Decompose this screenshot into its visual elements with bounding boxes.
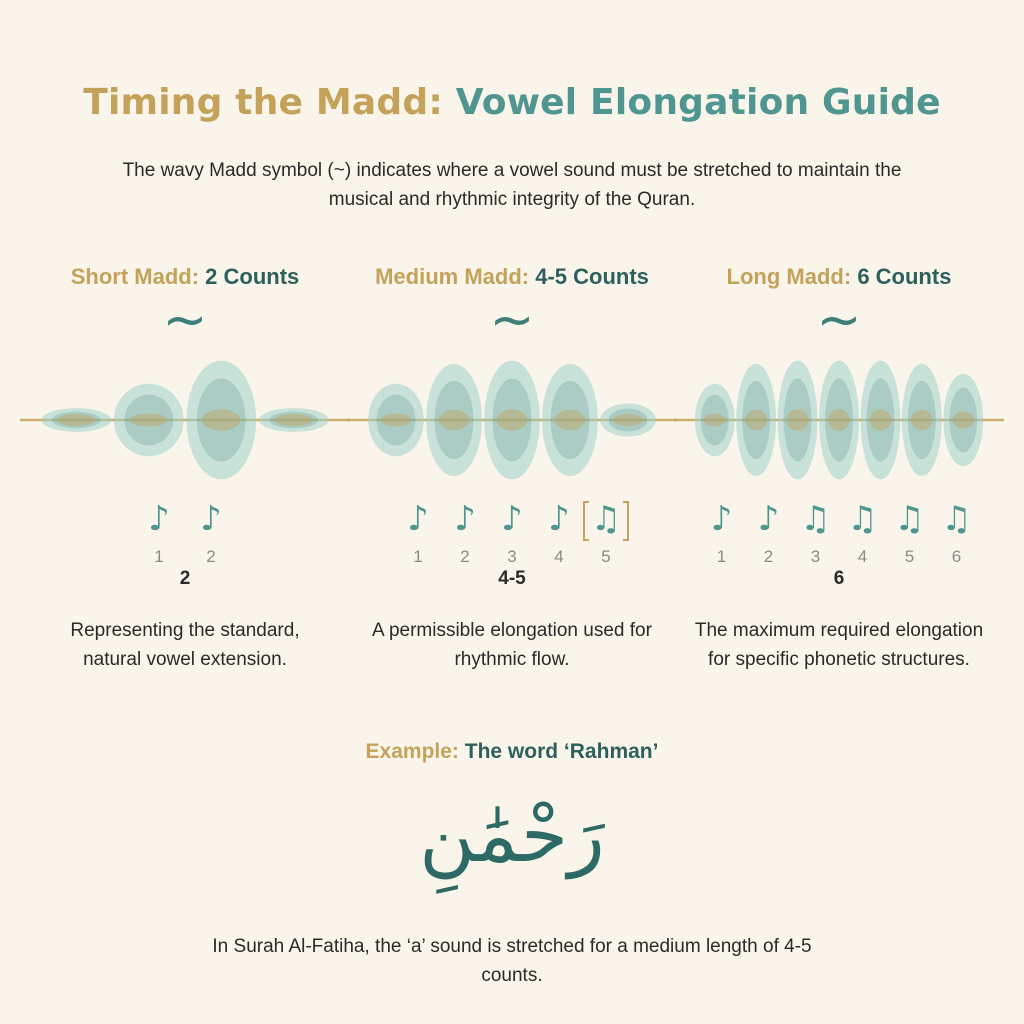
wave-pulse [819, 361, 859, 480]
wave-pulse [695, 384, 735, 457]
wave-pulse [368, 384, 424, 457]
wave-pulse [41, 408, 111, 432]
eighth-note-icon: ♪ [548, 499, 570, 539]
eighth-note-icon: ♪ [454, 499, 476, 539]
beat-number: 5 [904, 547, 915, 566]
beat-number: 2 [763, 547, 774, 566]
beamed-notes-icon: ♫ [590, 499, 622, 539]
short-madd-heading-value: 2 Counts [205, 264, 300, 289]
medium-madd-description: A permissible elongation used for rhythmic flow. [372, 620, 652, 670]
wave-pulse [943, 374, 983, 466]
beat-number: 4 [554, 547, 564, 566]
example-caption: In Surah Al-Fatiha, the ‘a’ sound is stretched for a medium length of 4-5 counts. [212, 936, 812, 986]
eighth-note-icon: ♪ [148, 499, 170, 539]
beamed-notes-icon: ♫ [894, 499, 925, 539]
madd-symbol-icon: ~ [162, 304, 208, 351]
beat-number: 3 [507, 547, 517, 566]
long-madd-column [674, 264, 1004, 704]
eighth-note-icon: ♪ [407, 499, 429, 539]
long-madd-beats [674, 492, 1004, 572]
wave-pulse [186, 361, 256, 480]
long-madd-heading-prefix: Long Madd: [726, 264, 852, 289]
page-subtitle: The wavy Madd symbol (~) indicates where a vowel sound must be stretched to maintain the musical and rhythmic integrity of the Quran. [122, 160, 902, 210]
long-madd-heading [674, 264, 1004, 290]
title-part-teal: Vowel Elongation Guide [455, 82, 941, 123]
long-madd-total: 6 [833, 568, 845, 589]
short-madd-heading-prefix: Short Madd: [70, 264, 200, 289]
madd-symbol-icon: ~ [489, 304, 535, 351]
long-madd-waveform [674, 304, 1004, 494]
medium-madd-waveform [347, 304, 677, 494]
medium-madd-total: 4-5 [498, 568, 526, 589]
madd-symbol-icon: ~ [816, 304, 862, 351]
optional-beat-bracket [584, 502, 589, 540]
beat-number: 6 [951, 547, 962, 566]
short-madd-heading [20, 264, 350, 290]
title-part-gold: Timing the Madd: [83, 82, 443, 123]
beat-number: 4 [857, 547, 868, 566]
short-madd-waveform [20, 304, 350, 494]
arabic-word-rahman: رَحْمَٰنِ [419, 790, 605, 879]
wave-pulse [259, 408, 329, 432]
short-madd-column [20, 264, 350, 704]
wave-pulse [600, 404, 656, 437]
medium-madd-beats [347, 492, 677, 572]
short-madd-beats [20, 492, 350, 572]
wave-pulse [861, 361, 901, 480]
beamed-notes-icon: ♫ [847, 499, 878, 539]
beamed-notes-icon: ♫ [800, 499, 831, 539]
optional-beat-bracket [623, 502, 628, 540]
beat-number: 1 [716, 547, 727, 566]
wave-pulse [114, 384, 184, 457]
beat-number: 1 [154, 547, 164, 566]
example-label [0, 740, 1024, 764]
long-madd-heading-value: 6 Counts [857, 264, 952, 289]
wave-pulse [542, 364, 598, 476]
beat-number: 5 [601, 547, 611, 566]
wave-pulse [778, 361, 818, 480]
beat-number: 2 [206, 547, 216, 566]
beat-number: 3 [810, 547, 821, 566]
eighth-note-icon: ♪ [200, 499, 222, 539]
wave-pulse [736, 364, 776, 476]
wave-pulse [426, 364, 482, 476]
wave-pulse [484, 361, 540, 480]
short-madd-total: 2 [179, 568, 191, 589]
beat-number: 2 [460, 547, 470, 566]
beat-number: 1 [413, 547, 423, 566]
medium-madd-heading-prefix: Medium Madd: [375, 264, 530, 289]
eighth-note-icon: ♪ [710, 499, 733, 539]
eighth-note-icon: ♪ [757, 499, 780, 539]
long-madd-description: The maximum required elongation for specific phonetic structures. [694, 620, 984, 670]
beamed-notes-icon: ♫ [941, 499, 972, 539]
wave-pulse [902, 364, 942, 476]
medium-madd-heading-value: 4-5 Counts [535, 264, 649, 289]
eighth-note-icon: ♪ [501, 499, 523, 539]
page-title [0, 82, 1024, 123]
medium-madd-column [347, 264, 677, 704]
short-madd-description: Representing the standard, natural vowel extension. [70, 620, 300, 670]
example-label-prefix: Example: [365, 740, 459, 763]
example-label-value: The word ‘Rahman’ [464, 740, 659, 763]
medium-madd-heading [347, 264, 677, 290]
